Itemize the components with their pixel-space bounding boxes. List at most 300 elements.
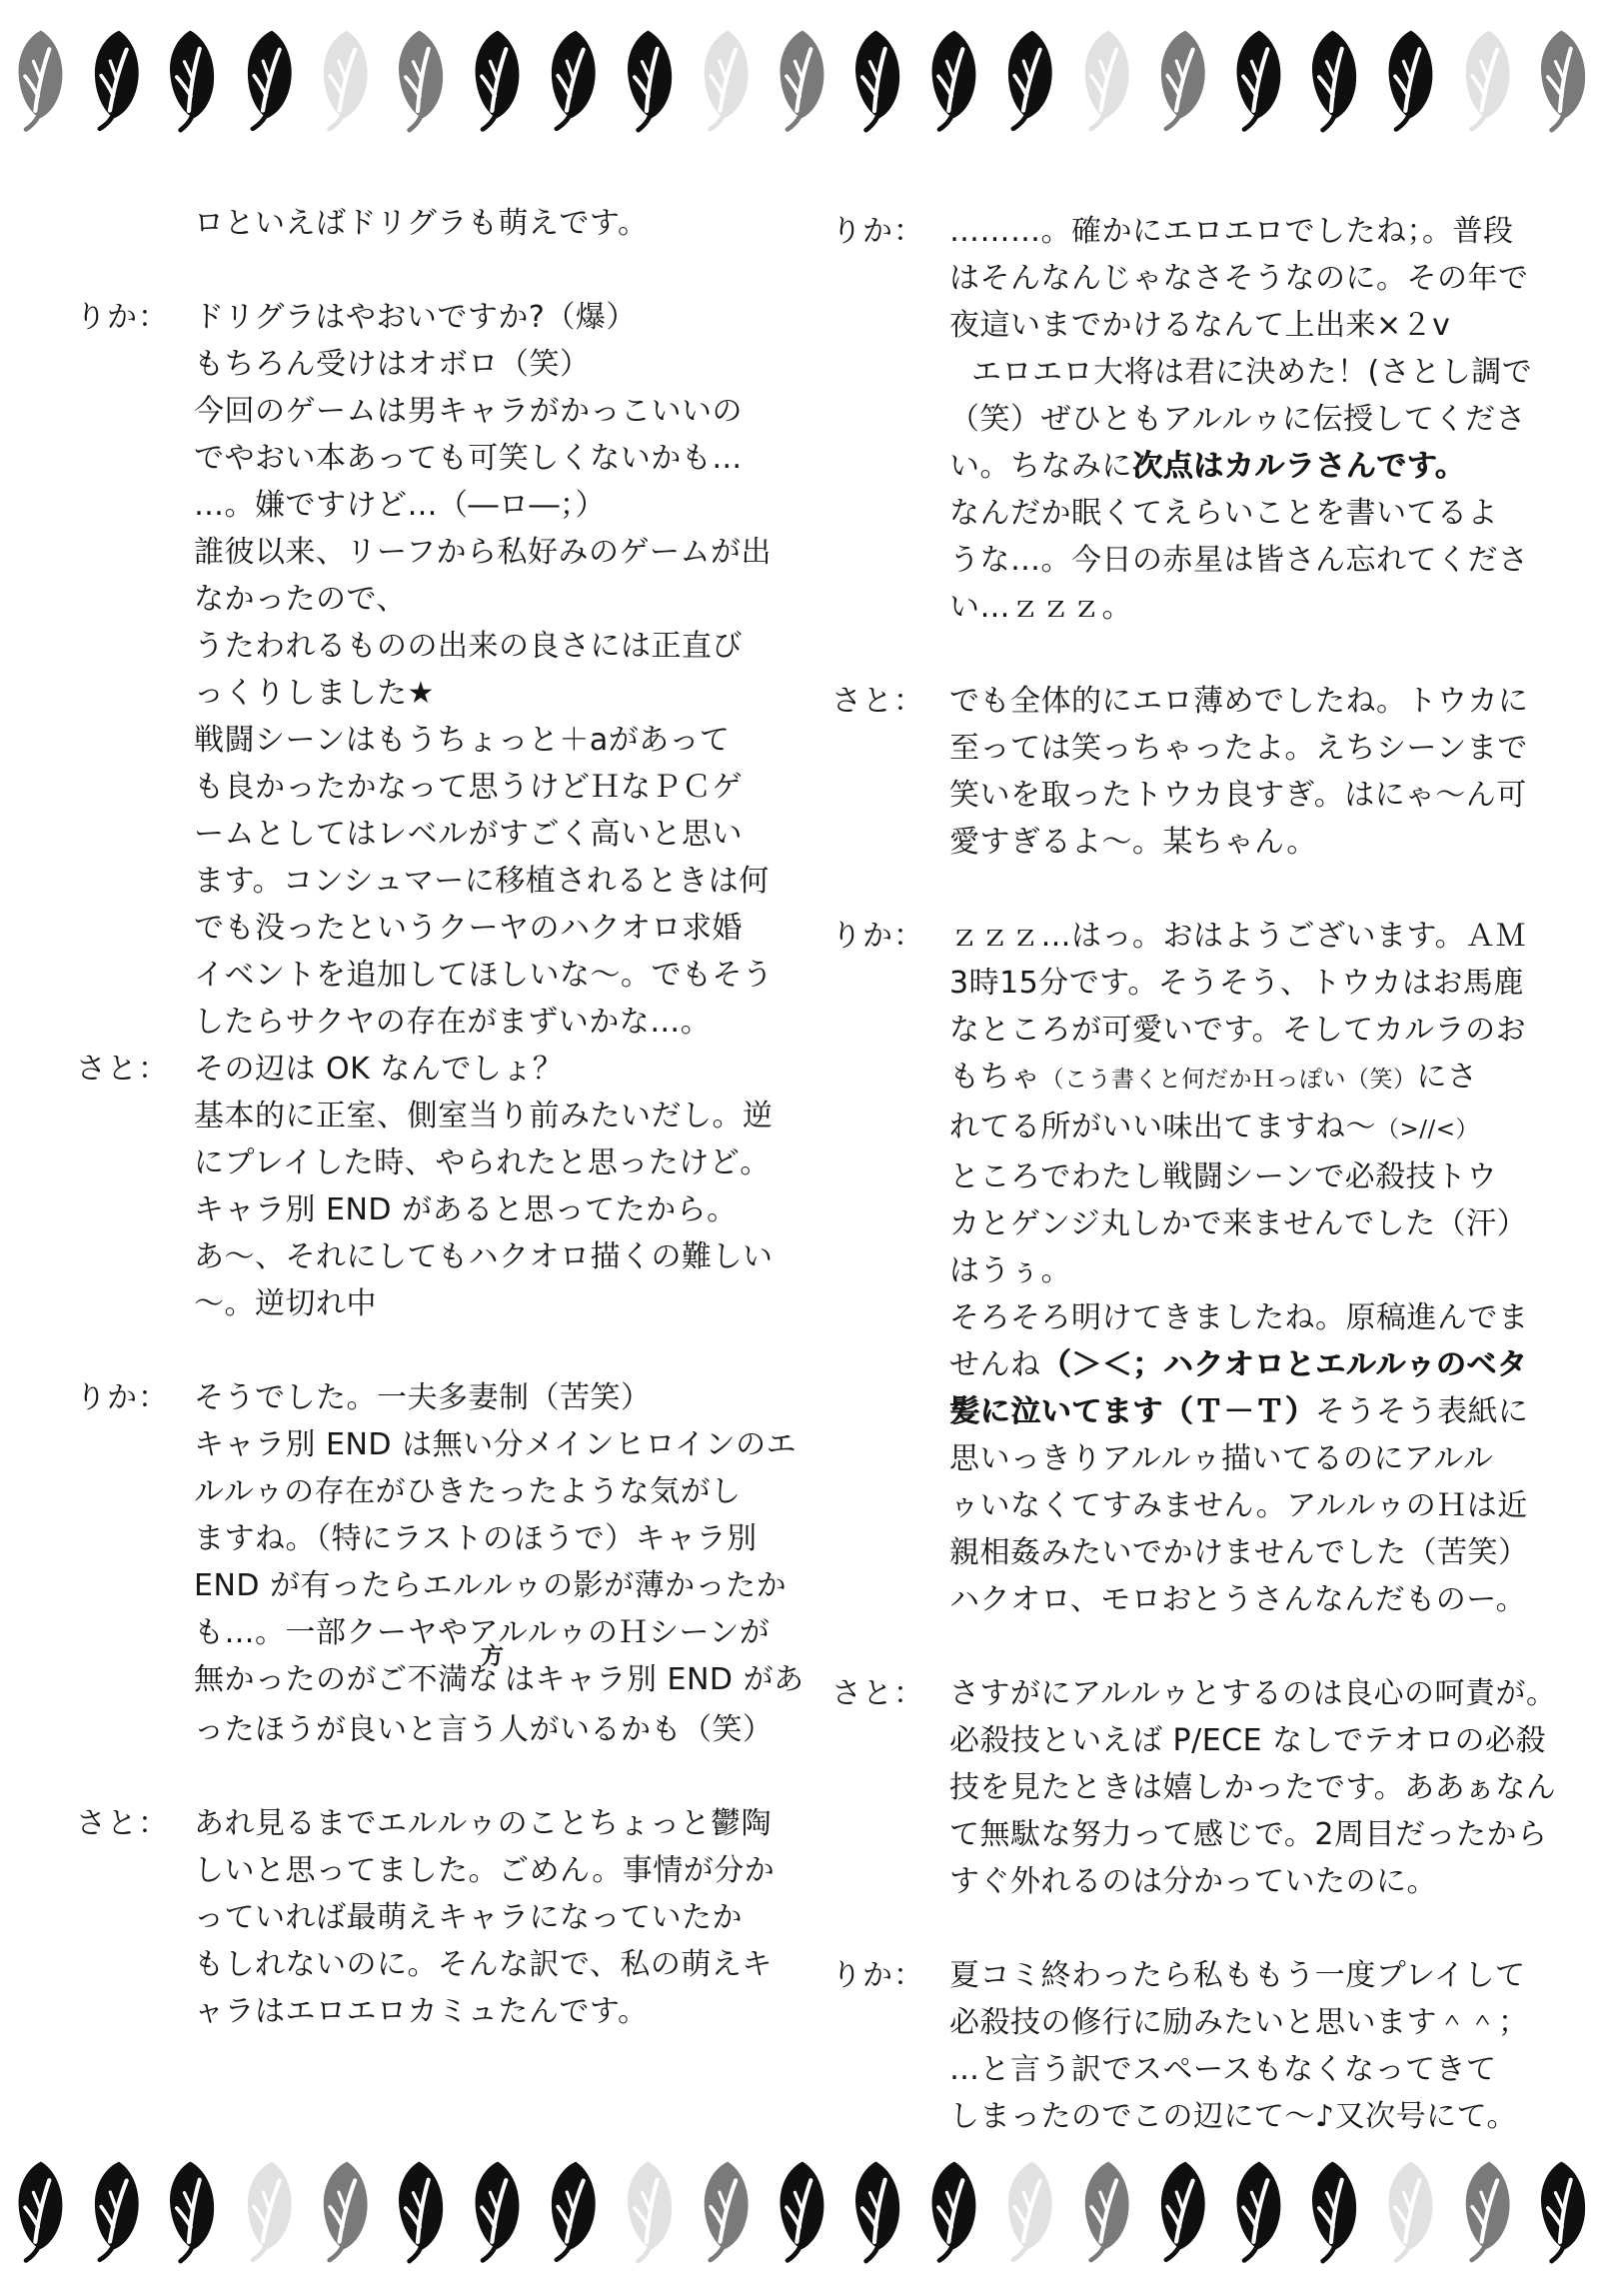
- text-segment: 至っては笑っちゃったよ。えちシーンまで: [949, 731, 1528, 766]
- leaf-stamp-icon: [1076, 25, 1135, 134]
- leaf-stamp-icon: [925, 2157, 981, 2265]
- text-line: [831, 1341, 1571, 1388]
- line-text: [194, 1706, 774, 1753]
- text-line: [831, 1294, 1571, 1341]
- leaf-stamp-icon: [774, 26, 829, 134]
- line-text: [949, 2093, 1517, 2140]
- text-segment: したらサクヤの存在がまずいかな…。: [194, 1005, 712, 1040]
- text-line: [831, 2046, 1571, 2093]
- leaf-stamp-icon: [774, 2157, 829, 2265]
- leaf-stamp-icon: [12, 26, 68, 134]
- speaker-label: [76, 717, 194, 764]
- text-segment: っくりしました★: [194, 676, 435, 711]
- text-line: [76, 670, 815, 717]
- speaker-label: [76, 482, 194, 529]
- text-line: [831, 1200, 1571, 1247]
- text-line: [76, 435, 815, 482]
- text-line: [76, 1988, 815, 2035]
- line-text: [194, 905, 743, 952]
- line-text: [194, 1093, 774, 1140]
- text-segment: なかったので、: [194, 582, 407, 617]
- leaf-stamp-icon: [846, 2156, 908, 2267]
- line-text: [949, 208, 1514, 255]
- speaker-label: [831, 2046, 949, 2093]
- line-text: [949, 1341, 1527, 1388]
- speaker-label: [76, 1847, 194, 1894]
- utterance: [831, 1952, 1571, 2140]
- text-segment: せんね: [949, 1347, 1041, 1382]
- text-line: [831, 1999, 1571, 2046]
- text-segment: しいと思ってました。ごめん。事情が分か: [194, 1853, 776, 1888]
- text-line: [831, 584, 1571, 631]
- text-segment: 技を見たときは嬉しかったです。ああぁなん: [949, 1770, 1557, 1805]
- leaf-stamp-icon: [999, 2156, 1060, 2266]
- speaker-label: [76, 388, 194, 435]
- text-segment: 戦闘シーンはもうちょっと＋aがあって: [194, 723, 731, 758]
- text-segment: でも全体的にエロ薄めでしたね。トウカに: [949, 684, 1529, 719]
- speaker-label: [831, 1341, 949, 1388]
- text-line: [76, 999, 815, 1046]
- line-text: [194, 1988, 649, 2035]
- speaker-label: [76, 1186, 194, 1233]
- line-text: [194, 811, 743, 858]
- utterance: [76, 1800, 815, 2035]
- speaker-label: [831, 1153, 949, 1200]
- text-segment: はうぅ。: [949, 1253, 1071, 1288]
- text-segment: でも没ったというクーヤのハクオロ求婚: [194, 911, 743, 946]
- line-text: [949, 490, 1498, 537]
- line-text: [949, 537, 1529, 584]
- text-line: [76, 294, 815, 341]
- text-line: [76, 1894, 815, 1941]
- text-line: [76, 1515, 815, 1562]
- text-line: [76, 1941, 815, 1988]
- text-line: [831, 678, 1571, 725]
- line-text: [194, 1562, 787, 1609]
- text-segment: て無駄な努力って感じで。2周目だったから: [949, 1817, 1548, 1852]
- text-segment: うな…。今日の赤星は皆さん忘れてくださ: [949, 543, 1529, 578]
- text-line: [831, 1054, 1571, 1104]
- text-segment: れてる所がいい味出てますね〜: [949, 1110, 1376, 1145]
- text-segment: にさ: [1416, 1060, 1478, 1095]
- leaf-stamp-icon: [619, 2156, 681, 2267]
- text-line: [76, 1562, 815, 1609]
- text-segment: 笑いを取ったトウカ良すぎ。はにゃ〜ん可: [949, 778, 1527, 813]
- line-text: [194, 1847, 775, 1894]
- text-line: [831, 1529, 1571, 1576]
- text-line: [831, 772, 1571, 819]
- speaker-label: りか：: [76, 300, 169, 335]
- utterance: [76, 1374, 815, 1753]
- text-line: [831, 255, 1571, 302]
- text-line: [76, 388, 815, 435]
- leaf-stamp-icon: [1303, 25, 1365, 136]
- line-text: [949, 349, 1532, 396]
- leaf-border-top: [12, 26, 1591, 138]
- leaf-stamp-icon: [1457, 2156, 1516, 2265]
- line-text: [194, 764, 743, 811]
- line-text: [949, 1576, 1526, 1623]
- leaf-stamp-icon: [1532, 25, 1594, 136]
- text-line: [831, 302, 1571, 349]
- text-segment: その辺は OK なんでしょ？: [194, 1052, 564, 1087]
- text-line: [831, 1007, 1571, 1054]
- text-segment: ます。コンシュマーに移植されるときは何: [194, 864, 770, 899]
- text-segment: ャラはエロエロカミュたんです。: [194, 1994, 649, 2029]
- line-text: [949, 1999, 1529, 2046]
- speaker-label: [831, 1247, 949, 1294]
- line-text: [194, 529, 772, 576]
- utterance: [831, 1670, 1571, 1905]
- text-segment: もちろん受けはオボロ（笑）: [194, 347, 591, 382]
- speaker-label: [76, 1988, 194, 2035]
- text-segment: はそんなんじゃなさそうなのに。その年で: [949, 261, 1529, 296]
- text-segment: も良かったかなって思うけどＨなＰＣゲ: [194, 770, 743, 805]
- utterance: [76, 1046, 815, 1327]
- text-segment: はキャラ別 END があ: [505, 1662, 804, 1697]
- speaker-label: りか：: [76, 1380, 169, 1415]
- text-line: [76, 1093, 815, 1140]
- speaker-label: [76, 529, 194, 576]
- text-segment: …。嫌ですけど…（―ロ―；）: [194, 488, 606, 523]
- line-text: [949, 725, 1528, 772]
- leaf-stamp-icon: [390, 25, 452, 136]
- line-text: [194, 294, 637, 341]
- utterance: [831, 913, 1571, 1623]
- leaf-stamp-icon: [696, 2156, 755, 2265]
- text-line: [76, 858, 815, 905]
- line-text: [949, 772, 1527, 819]
- line-text: [949, 1007, 1526, 1054]
- leaf-stamp-icon: [469, 26, 525, 134]
- speaker-label: [76, 1656, 194, 1706]
- line-text: [194, 670, 435, 717]
- speaker-label: [76, 858, 194, 905]
- text-line: [831, 1576, 1571, 1623]
- text-segment: ったほうが良いと言う人がいるかも（笑）: [194, 1712, 774, 1747]
- utterance: [76, 294, 815, 1046]
- speaker-label: [76, 1421, 194, 1468]
- leaf-border-bottom: [12, 2157, 1591, 2289]
- leaf-stamp-icon: [696, 25, 755, 134]
- line-text: [949, 1670, 1556, 1717]
- speaker-label: [76, 623, 194, 670]
- text-segment: 親相姦みたいでかけませんでした（苦笑）: [949, 1535, 1529, 1570]
- text-line: [831, 208, 1571, 255]
- text-line: [76, 811, 815, 858]
- text-line: [76, 1800, 815, 1847]
- text-line: [76, 764, 815, 811]
- leaf-stamp-icon: [86, 2156, 147, 2266]
- text-segment: あ〜、それにしてもハクオロ描くの難しい: [194, 1239, 774, 1274]
- text-line: [831, 537, 1571, 584]
- speaker-label: [831, 2093, 949, 2140]
- leaf-stamp-icon: [238, 25, 299, 135]
- text-line: [76, 341, 815, 388]
- text-segment: キャラ別 END は無い分メインヒロインのエ: [194, 1427, 798, 1462]
- leaf-stamp-icon: [1457, 25, 1516, 134]
- text-line: [831, 1153, 1571, 1200]
- speaker-label: [831, 443, 949, 490]
- text-segment: でやおい本あっても可笑しくないかも…: [194, 441, 743, 476]
- utterance: [831, 208, 1571, 631]
- text-line: [831, 1811, 1571, 1858]
- handwritten-insert: 方: [481, 1643, 505, 1669]
- line-text: [949, 1247, 1071, 1294]
- text-segment: 必殺技の修行に励みたいと思います＾＾；: [949, 2005, 1529, 2040]
- line-text: [949, 819, 1317, 866]
- text-segment: ルルゥの存在がひきたったような気がし: [194, 1474, 742, 1509]
- leaf-stamp-icon: [469, 2157, 525, 2265]
- line-text: [194, 1046, 563, 1093]
- speaker-label: [831, 1435, 949, 1482]
- speaker-label: [831, 725, 949, 772]
- text-segment: キャラ別 END があると思ってたから。: [194, 1192, 738, 1227]
- text-line: [76, 1280, 815, 1327]
- speaker-label: [831, 1294, 949, 1341]
- line-text: [194, 576, 407, 623]
- text-line: [831, 819, 1571, 866]
- text-segment: なところが可愛いです。そしてカルラのお: [949, 1013, 1527, 1048]
- text-segment: ームとしてはレベルがすごく高いと思い: [194, 817, 743, 852]
- leaf-stamp-icon: [619, 25, 681, 136]
- speaker-label: [831, 537, 949, 584]
- text-segment: 夏コミ終わったら私ももう一度プレイして: [949, 1958, 1526, 1993]
- line-text: [194, 1468, 742, 1515]
- text-line: [76, 1421, 815, 1468]
- line-text: [949, 1811, 1548, 1858]
- speaker-label: [76, 811, 194, 858]
- text-segment: 基本的に正室、側室当り前みたいだし。逆: [194, 1099, 774, 1134]
- text-line: [831, 349, 1571, 396]
- speaker-label: [831, 1200, 949, 1247]
- text-segment: ドリグラはやおいですか?（爆）: [194, 300, 637, 335]
- text-line: [831, 1670, 1571, 1717]
- line-text: [949, 1482, 1528, 1529]
- leaf-stamp-icon: [846, 25, 908, 136]
- leaf-stamp-icon: [86, 25, 147, 135]
- utterance: [76, 200, 815, 247]
- speaker-label: [831, 1482, 949, 1529]
- text-line: [76, 1609, 815, 1656]
- line-text: [949, 913, 1526, 960]
- text-segment: ロといえばドリグラも萌えです。: [194, 206, 649, 241]
- line-text: [194, 1941, 773, 1988]
- speaker-label: [831, 1811, 949, 1858]
- line-text: [194, 1186, 738, 1233]
- text-line: [76, 200, 815, 247]
- line-text: [194, 999, 711, 1046]
- line-text: [949, 255, 1529, 302]
- line-text: [194, 1421, 797, 1468]
- line-text: [194, 388, 743, 435]
- text-line: [831, 396, 1571, 443]
- line-text: [194, 1280, 377, 1327]
- text-segment: 愛すぎるよ〜。某ちゃん。: [949, 825, 1317, 860]
- line-text: [949, 1435, 1494, 1482]
- speaker-label: [831, 584, 949, 631]
- text-segment: 〜。逆切れ中: [194, 1286, 377, 1321]
- speaker-label: [76, 1562, 194, 1609]
- text-segment: 今回のゲームは男キャラがかっこいいの: [194, 394, 743, 429]
- text-line: [76, 717, 815, 764]
- leaf-stamp-icon: [1230, 26, 1286, 134]
- leaf-stamp-icon: [1151, 25, 1212, 135]
- text-segment: ますね。（特にラストのほうで）キャラ別: [194, 1521, 758, 1556]
- text-line: [76, 1374, 815, 1421]
- text-line: [831, 725, 1571, 772]
- text-segment: （笑）ぜひともアルルゥに伝授してくださ: [949, 402, 1526, 437]
- text-segment: イベントを追加してほしいな〜。でもそう: [194, 958, 774, 993]
- text-line: [831, 913, 1571, 960]
- speaker-label: [831, 1007, 949, 1054]
- leaf-stamp-icon: [925, 26, 981, 134]
- text-segment: …と言う訳でスペースもなくなってきて: [949, 2052, 1497, 2087]
- speaker-label: さと：: [76, 1052, 169, 1087]
- line-text: [949, 1529, 1529, 1576]
- text-segment: なんだか眠くてえらいことを書いてるよ: [949, 496, 1498, 531]
- text-segment: にプレイした時、やられたと思ったけど。: [194, 1146, 771, 1180]
- text-segment: そうそう表紙に: [1315, 1394, 1529, 1429]
- line-text: [194, 858, 770, 905]
- line-text: [949, 1388, 1529, 1435]
- line-text: [949, 1717, 1546, 1764]
- text-line: [831, 490, 1571, 537]
- text-line: [831, 1952, 1571, 1999]
- line-text: [949, 1200, 1527, 1247]
- leaf-stamp-icon: [162, 2156, 224, 2267]
- text-line: [76, 1468, 815, 1515]
- text-line: [831, 1388, 1571, 1435]
- text-segment: っていれば最萌えキャラになっていたか: [194, 1900, 743, 1935]
- line-text: [194, 1515, 758, 1562]
- text-line: [76, 1847, 815, 1894]
- speaker-label: [831, 396, 949, 443]
- line-text: [194, 1643, 804, 1706]
- leaf-stamp-icon: [999, 25, 1060, 135]
- text-line: [76, 1140, 815, 1186]
- text-segment: （＞＜；ハクオロとエルルゥのベタ: [1040, 1347, 1528, 1382]
- leaf-stamp-icon: [162, 25, 224, 136]
- text-segment: 髪に泣いてます（Ｔ－Ｔ）: [949, 1394, 1315, 1429]
- speaker-label: [831, 1104, 949, 1153]
- speaker-label: [76, 670, 194, 717]
- text-segment: 次点はカルラさんです。: [1132, 449, 1466, 484]
- text-segment: 誰彼以来、リーフから私好みのゲームが出: [194, 535, 772, 570]
- speaker-label: さと：: [831, 684, 924, 719]
- speaker-label: [76, 1941, 194, 1988]
- text-line: [76, 623, 815, 670]
- text-segment: ｚｚｚ…はっ。おはようございます。ＡＭ: [949, 919, 1527, 954]
- text-segment: END が有ったらエルルゥの影が薄かったか: [194, 1568, 788, 1603]
- speaker-label: りか：: [831, 919, 924, 954]
- line-text: [949, 396, 1526, 443]
- line-text: [949, 1153, 1497, 1200]
- speaker-label: [76, 1093, 194, 1140]
- speaker-label: [831, 1529, 949, 1576]
- text-line: [831, 443, 1571, 490]
- text-segment: 3時15分です。そうそう、トウカはお馬鹿: [949, 966, 1524, 1001]
- text-segment: すぐ外れるのは分かっていたのに。: [949, 1864, 1437, 1899]
- speaker-label: [831, 1999, 949, 2046]
- text-line: [76, 1643, 815, 1706]
- leaf-stamp-icon: [1076, 2156, 1135, 2265]
- speaker-label: さと：: [76, 1806, 169, 1841]
- line-text: [194, 341, 591, 388]
- text-line: [76, 1186, 815, 1233]
- right-text-column: [831, 208, 1571, 2140]
- text-segment: あれ見るまでエルルゥのことちょっと鬱陶: [194, 1806, 773, 1841]
- speaker-label: [76, 341, 194, 388]
- speaker-label: [76, 999, 194, 1046]
- line-text: [949, 302, 1450, 349]
- text-segment: 必殺技といえば P/ECE なしでテオロの必殺: [949, 1723, 1547, 1758]
- line-text: [194, 1140, 771, 1186]
- text-line: [831, 960, 1571, 1007]
- text-line: [76, 529, 815, 576]
- line-text: [194, 1374, 652, 1421]
- text-line: [831, 2093, 1571, 2140]
- speaker-label: [76, 905, 194, 952]
- speaker-label: [76, 952, 194, 999]
- leaf-stamp-icon: [315, 25, 374, 134]
- line-text: [194, 482, 606, 529]
- line-text: [194, 1233, 774, 1280]
- line-text: [949, 1104, 1479, 1153]
- speaker-label: [76, 1233, 194, 1280]
- text-line: [831, 1858, 1571, 1905]
- leaf-stamp-icon: [1382, 2157, 1438, 2265]
- text-segment: ゥいなくてすみません。アルルゥのＨは近: [949, 1488, 1528, 1523]
- line-text: [949, 1054, 1478, 1104]
- text-segment: （>//<）: [1376, 1117, 1480, 1143]
- line-text: [949, 960, 1524, 1007]
- leaf-stamp-icon: [238, 2156, 299, 2266]
- text-line: [831, 1764, 1571, 1811]
- leaf-stamp-icon: [12, 2157, 68, 2265]
- speaker-label: [76, 1468, 194, 1515]
- speaker-label: [831, 772, 949, 819]
- line-text: [949, 1858, 1437, 1905]
- text-segment: カとゲンジ丸しかで来ませんでした（汗）: [949, 1206, 1528, 1241]
- text-line: [831, 1717, 1571, 1764]
- leaf-stamp-icon: [543, 2156, 604, 2266]
- leaf-stamp-icon: [315, 2156, 374, 2265]
- leaf-stamp-icon: [1303, 2156, 1365, 2267]
- text-segment: そろそろ明けてきましたね。原稿進んでま: [949, 1300, 1529, 1335]
- speaker-label: [76, 1140, 194, 1186]
- text-segment: さすがにアルルゥとするのは良心の呵責が。: [949, 1676, 1557, 1711]
- line-text: [949, 1294, 1529, 1341]
- text-line: [831, 1482, 1571, 1529]
- text-line: [76, 905, 815, 952]
- speaker-label: [76, 576, 194, 623]
- line-text: [949, 443, 1465, 490]
- text-segment: 無かったのがご不満な: [194, 1662, 499, 1697]
- speaker-label: [831, 1764, 949, 1811]
- text-line: [76, 1706, 815, 1753]
- leaf-stamp-icon: [1151, 2156, 1212, 2266]
- line-text: [949, 1764, 1556, 1811]
- left-text-column: [76, 200, 815, 2035]
- text-line: [831, 1247, 1571, 1294]
- speaker-label: [831, 819, 949, 866]
- speaker-label: さと：: [831, 1676, 924, 1711]
- speaker-label: [76, 1609, 194, 1656]
- text-segment: ところでわたし戦闘シーンで必殺技トウ: [949, 1159, 1498, 1194]
- line-text: [194, 200, 649, 247]
- speaker-label: [831, 302, 949, 349]
